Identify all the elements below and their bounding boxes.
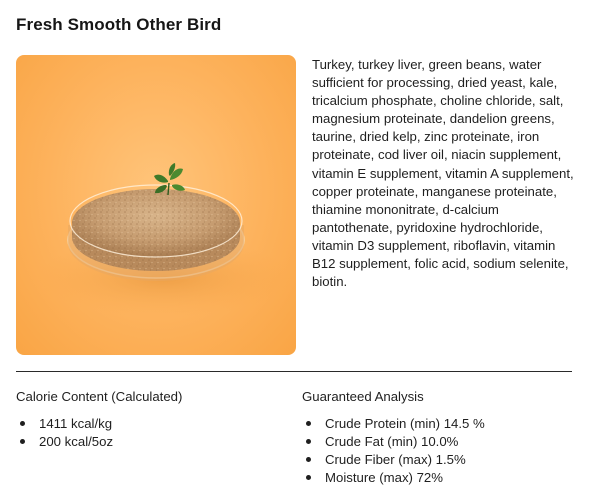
- list-item-text: 1411 kcal/kg: [39, 416, 113, 431]
- bullet-icon: [306, 439, 311, 444]
- bullet-icon: [20, 421, 25, 426]
- list-item: [302, 469, 572, 487]
- guaranteed-analysis-section: [302, 389, 572, 487]
- list-item: [16, 415, 286, 433]
- bullet-icon: [306, 475, 311, 480]
- guaranteed-analysis-heading: Guaranteed Analysis: [302, 389, 424, 404]
- ingredients-text: Turkey, turkey liver, green beans, water sufficient for processing, dried yeast, kale, tricalcium phosphate, choline chloride, salt, magnesium proteinate, dandelion greens, taurine, dried kelp, zinc proteinate, iron proteinate, cod liver oil, niacin supplement, vitamin E supplement, vitamin A supplement, copper proteinate, manganese proteinate, thiamine mononitrate, d-calcium pantothenate, pyridoxine hydrochloride, vitamin D3 supplement, riboflavin, vitamin B12 supplement, folic acid, sodium selenite, biotin.: [312, 57, 574, 290]
- bullet-icon: [306, 421, 311, 426]
- list-item-text: Crude Protein (min) 14.5 %: [325, 416, 485, 431]
- list-item: [16, 433, 286, 451]
- list-item-text: Crude Fat (min) 10.0%: [325, 434, 459, 449]
- food-dish-photo: [16, 55, 296, 355]
- list-item: [302, 451, 572, 469]
- list-item: [302, 415, 572, 433]
- product-photo: [16, 55, 296, 355]
- list-item-text: 200 kcal/5oz: [39, 434, 114, 449]
- list-item: [302, 433, 572, 451]
- section-divider: [16, 371, 572, 372]
- calorie-content-heading: Calorie Content (Calculated): [16, 389, 183, 404]
- list-item-text: Moisture (max) 72%: [325, 470, 443, 485]
- guaranteed-analysis-list: [302, 415, 572, 487]
- list-item-text: Crude Fiber (max) 1.5%: [325, 452, 466, 467]
- product-title: Fresh Smooth Other Bird: [16, 15, 222, 34]
- calorie-content-list: [16, 415, 286, 451]
- bullet-icon: [20, 439, 25, 444]
- bullet-icon: [306, 457, 311, 462]
- calorie-content-section: [16, 389, 286, 451]
